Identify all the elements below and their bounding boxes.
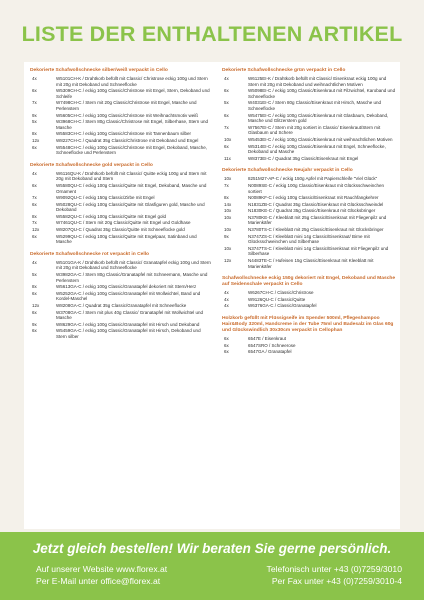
- section-title: Dekorierte Schafwollschnecke silber/weiß verpackt in Cello: [30, 68, 168, 73]
- article-row: [222, 215, 398, 226]
- article-row: [30, 284, 212, 290]
- article-description: W5314EI-C / eckig 100g Classic/Eisenkraut mit Engel, Schneeflocke, Dekoband und Masche: [248, 143, 386, 155]
- article-description: W3708GA-C / Stern mit plus 40g Classic/ Granatapfel mit Wollwichtel und Masche: [56, 309, 203, 321]
- article-row: [30, 214, 212, 220]
- article-quantity: 9x: [224, 233, 229, 239]
- article-description: W5583CH-C / eckig 100g Classic/Christrose mit Tannenbaum silber: [56, 131, 191, 137]
- article-description: W5098EI-C / eckig 100g Classic/Eisenkraut mit Filzwichtel, Karoband und Schneeflocke: [248, 88, 396, 99]
- article-row: [30, 171, 212, 182]
- article-quantity: 8x: [32, 284, 37, 290]
- article-description: W6267CH-C / Classic/Christrose: [248, 290, 314, 296]
- article-description: W6376GA-C / Classic/Granatapfel: [248, 303, 317, 309]
- article-quantity: 4x: [224, 303, 229, 309]
- product-section: [30, 163, 212, 245]
- article-description: W8227CH-C / Quadrat 35g Classic/Christrose mit Dekoband und Engel: [56, 137, 199, 143]
- product-section: [222, 68, 398, 161]
- article-row: [30, 100, 212, 111]
- article-description: W8629GA-C / eckig 100g Classic/Granatapfel mit Hirsch und Dekoband: [56, 321, 200, 327]
- article-quantity: 4x: [224, 290, 229, 296]
- footer-contact-right: [267, 563, 402, 587]
- article-quantity: 6x: [32, 88, 37, 94]
- article-row: [30, 113, 212, 119]
- article-quantity: 6x: [32, 182, 37, 188]
- article-row: [30, 88, 212, 99]
- article-quantity: 7x: [32, 195, 37, 201]
- article-quantity: 7x: [32, 220, 37, 226]
- article-description: W5252GA-C / eckig 100g Classic/Granatapfel mit Wollwichtel, Band und Kordel-Maschel: [56, 290, 201, 302]
- article-row: [30, 272, 212, 283]
- article-description: W6116QU-K / Drahtkorb befüllt mit Classic/ Quitte eckig 100g und Stern mit 20g mit Dekoband und Stern: [56, 170, 207, 182]
- article-quantity: 10x: [224, 214, 232, 220]
- article-row: [222, 100, 398, 111]
- article-description: W9092QU-C / eckig 150g Classic/Zirbe mit Engel: [56, 195, 155, 201]
- article-quantity: 6x: [32, 233, 37, 239]
- article-row: [222, 208, 398, 214]
- article-row: [222, 195, 398, 201]
- article-quantity: 11x: [224, 155, 231, 161]
- article-quantity: 6x: [32, 290, 37, 296]
- footer-banner: [0, 532, 424, 600]
- article-row: [30, 138, 212, 144]
- article-row: [30, 260, 212, 271]
- article-quantity: 6x: [32, 309, 37, 315]
- article-description: W5582QU-C / eckig 100g Classic/Quitte mit Engel gold: [56, 213, 167, 219]
- article-quantity: 9x: [32, 321, 37, 327]
- article-quantity: 6x: [32, 328, 37, 334]
- article-row: [222, 343, 398, 349]
- article-description: N4483TE-C / Hufeisen 15g Classic/Eisenkraut mit Kleeblatt mit Marienkäfer: [248, 258, 374, 269]
- article-row: [30, 76, 212, 87]
- footer-contact-left: [36, 563, 167, 587]
- article-row: [30, 310, 212, 321]
- article-row: [222, 137, 398, 143]
- section-title: Dekorierte Schafwollschnecke Neujahr verpackt in Cello: [222, 168, 353, 174]
- article-quantity: 4x: [32, 170, 37, 176]
- article-row: [30, 195, 212, 201]
- article-description: W4031EI-C / Stern 80g Classic/Eisenkraut mit Hirsch, Masche und Schneeflocke: [248, 100, 382, 111]
- right-column: [222, 68, 398, 362]
- product-section: [30, 68, 212, 156]
- article-row: [30, 227, 212, 233]
- article-row: [222, 303, 398, 309]
- article-description: N3747ZS-C / Kleeblatt mini 14g Classic/Eisenkraut/ Birne mit Glücksschweinchen und Silberhase: [248, 233, 370, 245]
- article-description: W5459GA-C / eckig 100g Classic/Granatapfel mit Hirsch, Dekoband und Stern silber: [56, 328, 201, 339]
- article-row: [222, 156, 398, 162]
- article-description: 6547SRO / Schneerose: [248, 342, 296, 348]
- article-description: W9126QU-C / Classic/Quitte: [248, 296, 306, 302]
- article-description: W5101GA-K / Drahtkorb befüllt mit Classic/ Granatapfel eckig 100g und Stern mit 20g mit Dekoband und Schneeflocke: [56, 259, 211, 271]
- article-quantity: 14x: [224, 201, 232, 207]
- article-list-sheet: [24, 62, 400, 529]
- article-quantity: 5x: [32, 272, 37, 278]
- article-quantity: 6x: [224, 342, 229, 348]
- article-row: [222, 202, 398, 208]
- article-description: W7461QU-C / Stern mit 20g Classic/Quitte mit Engel und Goldhase: [56, 220, 191, 226]
- article-quantity: 5x: [32, 119, 37, 125]
- article-quantity: 12x: [32, 227, 40, 233]
- article-quantity: 5x: [224, 100, 229, 106]
- article-row: [222, 176, 398, 182]
- product-section: [222, 168, 398, 269]
- article-description: N1831ZB-C / Quadrat 35g Classic/Eisenkraut mit Glücksschweindel: [248, 201, 384, 207]
- article-row: [30, 328, 212, 339]
- article-description: W5309CH-C / eckig 100g Classic/Christrose mit Engel, Stern, Dekoband und Schleife: [56, 88, 210, 99]
- article-row: [30, 234, 212, 245]
- article-description: W5028QU-C / eckig 100g Classic/Quitte mit Glasfiguren gold, Masche und Dekoband: [56, 201, 205, 213]
- left-column: [30, 68, 212, 347]
- article-description: W7498CH-C / Stern mit 20g Classic/Christrose mit Engel, Masche und Perlenstern: [56, 100, 197, 111]
- article-row: [222, 113, 398, 124]
- article-description: W3982GA-C / Stern 80g Classic/Granatapfel mit Schneemann, Masche und Perlenstern: [56, 272, 208, 283]
- article-row: [222, 88, 398, 99]
- article-quantity: 10x: [224, 245, 232, 251]
- product-section: [222, 316, 398, 355]
- article-row: [30, 202, 212, 213]
- article-quantity: 4x: [224, 76, 229, 81]
- section-title: Dekorierte Schafwollschnecke rot verpackt in Cello: [30, 251, 150, 257]
- article-quantity: 12x: [32, 137, 40, 143]
- article-row: [30, 131, 212, 137]
- article-description: N3780KE-C / Kleeblatt mit 25g Classic/Eisenkraut mit Fliegenpilz und Marienkäfer: [248, 214, 387, 226]
- article-quantity: 4x: [32, 259, 37, 265]
- article-quantity: 10x: [224, 176, 232, 182]
- article-quantity: 6x: [224, 143, 229, 149]
- article-description: W8373EI-C / Quadrat 35g Classic/Eisenkraut mit Engel: [248, 155, 359, 161]
- article-quantity: 12x: [32, 303, 40, 308]
- article-row: [222, 290, 398, 296]
- article-description: W5453EI-C / eckig 100g Classic/Eisenkraut mit weihnachtlichen Motiven: [248, 136, 393, 142]
- page-title: LISTE DER ENTHALTENEN ARTIKEL: [21, 22, 403, 46]
- article-quantity: 10x: [224, 136, 232, 142]
- article-row: [222, 183, 398, 194]
- article-quantity: 7x: [224, 182, 229, 188]
- article-description: N0089KF-C / eckig 100g Classic/Eisenkraut mit Rauchfangkehrer: [248, 195, 379, 201]
- article-quantity: 9x: [32, 112, 37, 118]
- article-quantity: 6x: [32, 201, 37, 207]
- article-quantity: 10x: [224, 208, 232, 214]
- product-section: [222, 276, 398, 309]
- article-row: [222, 297, 398, 303]
- website-link[interactable]: Auf unserer Website www.florex.at: [36, 564, 168, 574]
- article-description: 8251M27-AP-C / eckig 150g Apfel mit Papierschleife "Viel Glück": [248, 176, 378, 182]
- article-row: [30, 119, 212, 130]
- article-quantity: 7x: [32, 100, 37, 106]
- section-title: Holzkorb gefüllt mit Flüssigseife im Spender 500ml, Pflegeshampoo Hair&Body 320ml, Handcreme in der Tube 75ml und Badesalz im Glas 60g und Glückswindlich 30x30cm verpackt in Cellophan: [222, 316, 394, 333]
- article-row: [30, 145, 212, 156]
- phone-info: Telefonisch unter +43 (0)7259/3010: [266, 564, 402, 574]
- article-row: [30, 303, 212, 309]
- article-row: [30, 183, 212, 194]
- article-description: N1830KE-C / Quadrat 35g Classic/Eisenkraut mit Glücksbringer: [248, 208, 376, 214]
- article-row: [222, 349, 398, 355]
- article-quantity: 6x: [224, 88, 229, 94]
- article-description: W5613GA-C / eckig 100g Classic/Granatapfel dekoriert mit Stern/Herz: [56, 284, 197, 290]
- email-link[interactable]: Per E-Mail unter office@florex.at: [36, 576, 161, 586]
- article-description: W7567EI-C / Stern mit 20g sortiert in Classic/ Eisenkraut/Stern mit Glasbaum und Schere: [248, 124, 381, 136]
- article-description: W8207QU-C / Quadrat 35g Classic/Quitte mit Schneeflocke gold: [56, 227, 185, 233]
- article-row: [222, 246, 398, 257]
- article-description: W5299QU-C / eckig 100g Classic/Quitte mit Engelpaar, Satinband und Masche: [56, 233, 197, 245]
- article-quantity: 4x: [32, 76, 37, 81]
- section-title: Dekorierte Schafwollschnecke grün verpackt in Cello: [222, 68, 346, 73]
- article-quantity: 4x: [224, 296, 229, 302]
- article-description: W6125EI-K / Drahtkorb befüllt mit Classic/ Eisenkraut eckig 100g und Stern mit 20g mit Dekoband und weihnachtlichen Motiven: [248, 76, 387, 87]
- article-row: [222, 125, 398, 136]
- article-quantity: 8x: [32, 131, 37, 137]
- footer-slogan: Jetzt gleich bestellen! Wir beraten Sie gerne persönlich.: [32, 541, 392, 556]
- article-quantity: 7x: [224, 124, 229, 130]
- fax-info: Per Fax unter +43 (0)7259/3010-4: [271, 576, 402, 586]
- article-quantity: 6x: [224, 336, 229, 341]
- section-title: Dekorierte Schafwollschnecke gold verpackt in Cello: [30, 162, 153, 168]
- article-quantity: 12x: [224, 258, 232, 264]
- article-description: W5580QU-C / eckig 100g Classic/Quitte mit Engel, Dekoband, Masche und Ornament: [56, 182, 207, 194]
- article-description: W8208GA-C / Quadrat 35g Classic/Granatapfel mit Schneeflocke: [56, 303, 187, 308]
- article-description: 6547E / Eisenkraut: [248, 336, 287, 341]
- article-quantity: 6x: [224, 112, 229, 118]
- article-quantity: 8x: [32, 213, 37, 219]
- article-description: W5605CH-C / eckig 100g Classic/Christrose mit Weihnachtsmotiv weiß: [56, 112, 198, 118]
- article-description: W5101CH-K / Drahtkorb befüllt mit Classic/ Christrose eckig 100g und Stern mit 20g mit Dekoband und Schneeflocke: [56, 76, 208, 87]
- article-row: [30, 220, 212, 226]
- article-quantity: 10x: [224, 227, 232, 233]
- article-row: [222, 144, 398, 155]
- article-row: [222, 336, 398, 342]
- article-row: [222, 227, 398, 233]
- section-title: Schafwollschnecke eckig 150g dekoriert mit Engel, Dekoband und Masche auf Seidenschale verpackt in Cello: [222, 276, 396, 288]
- article-description: N0089SE-C / eckig 100g Classic/Eisenkraut mit Glücksschweinchen sortiert: [248, 182, 385, 194]
- product-section: [30, 252, 212, 340]
- article-quantity: 8x: [224, 195, 229, 201]
- article-description: N3747TS-C / Kleeblatt mini 14g Classic/Eisenkraut mit Fliegenpilz und Silberhase: [248, 245, 389, 257]
- article-row: [222, 76, 398, 87]
- article-row: [222, 258, 398, 269]
- article-quantity: 6x: [224, 349, 229, 355]
- article-description: W5475EI-C / eckig 100g Classic/Eisenkraut mit Glasbaum, Dekoband, Masche und Glitzerstern gold: [248, 112, 389, 124]
- article-row: [30, 291, 212, 302]
- article-row: [222, 234, 398, 245]
- article-row: [30, 322, 212, 328]
- article-description: N3780TS-C / Kleeblatt mit 25g Classic/Eisenkraut mit Glücksbringer: [248, 227, 384, 233]
- article-description: 6547GA / Granatapfel: [248, 349, 292, 355]
- article-description: W5548CH-C / eckig 100g Classic/Christrose mit Engel, Dekoband, Masche, Schneeflocke und Perlenstern: [56, 144, 208, 156]
- article-description: W3968CH-C / Stern 80g Classic/Christrose mit Engel, Silberhase, Stern und Masche: [56, 119, 209, 130]
- article-quantity: 6x: [32, 144, 37, 150]
